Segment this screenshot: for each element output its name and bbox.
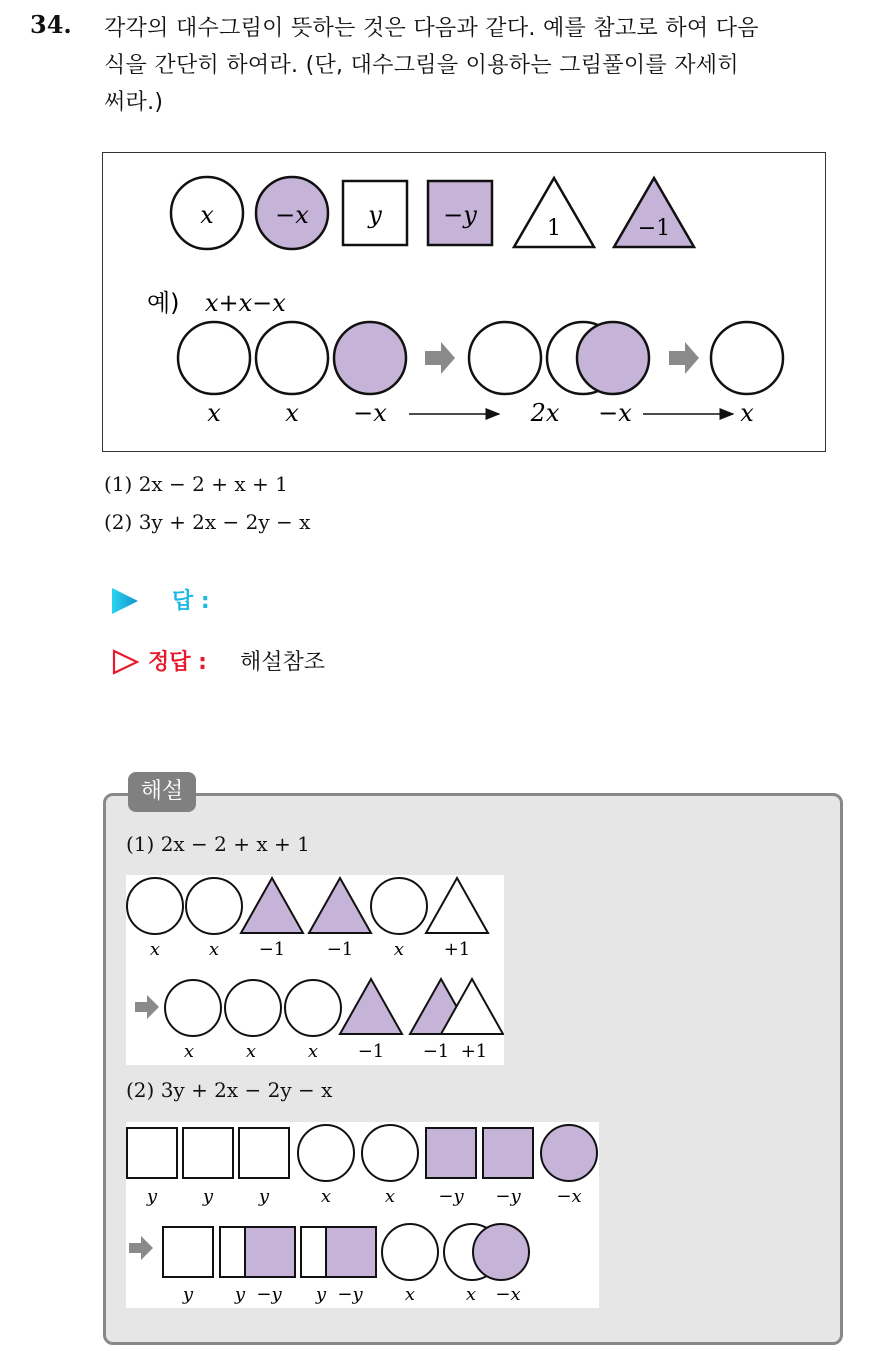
s1-row1-label: x (208, 939, 220, 960)
legend-label: 1 (547, 216, 561, 241)
s2-row2-label: −y (337, 1284, 363, 1305)
s1-row2-label: −1 (422, 1041, 450, 1062)
gray-arrow-icon (669, 342, 699, 374)
legend-label: y (368, 201, 382, 229)
s2-row1-label: −x (556, 1186, 582, 1207)
example-label: −x (598, 399, 632, 427)
gray-arrow-icon (425, 342, 455, 374)
s2-row2-label: x (404, 1284, 416, 1305)
legend-label: x (200, 201, 214, 229)
example-neg-x-tile (334, 322, 406, 394)
s2-row2-label: −x (495, 1284, 521, 1305)
s1-row2-label: −1 (357, 1041, 385, 1062)
s2-row1-label: x (384, 1186, 396, 1207)
solution-1-figure (126, 875, 504, 1065)
example-label: −x (353, 399, 387, 427)
s2-row1-label: y (202, 1186, 214, 1207)
question-text (104, 10, 864, 121)
s2-row1-label: y (146, 1186, 158, 1207)
s2-row1-label: y (258, 1186, 270, 1207)
example-x-tile (178, 322, 250, 394)
legend-label: −y (443, 201, 477, 229)
question-line-2: 식을 간단히 하여라. (단, 대수그림을 이용하는 그림풀이를 자세히 (104, 53, 739, 78)
example-x-tile (711, 322, 783, 394)
correct-answer-label: 정답 : (148, 650, 207, 675)
example-prefix: 예) (147, 289, 180, 317)
legend-one-tile (514, 178, 594, 247)
s1-row1-label: x (149, 939, 161, 960)
problem-2: (2) 3y + 2x − 2y − x (104, 510, 311, 534)
question-line-1: 각각의 대수그림이 뜻하는 것은 다음과 같다. 예를 참고로 하여 다음 (104, 16, 759, 41)
solution-tag: 해설 (128, 772, 196, 812)
s1-row1-label: −1 (326, 939, 354, 960)
legend-label: −x (275, 201, 309, 229)
legend-neg-y-tile (428, 181, 492, 245)
legend-neg-x-tile (256, 177, 328, 249)
s2-row2-label: x (465, 1284, 477, 1305)
example-label: x (285, 399, 299, 427)
question-line-3: 써라.) (104, 90, 164, 115)
example-x-tile (469, 322, 541, 394)
legend-x-tile (171, 177, 243, 249)
answer-label: 답 : (172, 589, 210, 614)
s1-row2-label: +1 (460, 1041, 488, 1062)
question-number: 34. (30, 10, 72, 39)
algebra-figure (103, 153, 825, 451)
correct-outline-play-icon (112, 649, 140, 675)
answer-play-icon (112, 588, 140, 614)
s2-row2-label: y (234, 1284, 246, 1305)
legend-y-tile (343, 181, 407, 245)
s2-row2-label: y (315, 1284, 327, 1305)
problem-1: (1) 2x − 2 + x + 1 (104, 472, 288, 496)
example-label: x (207, 399, 221, 427)
example-x-tile (256, 322, 328, 394)
s1-row1-label: x (393, 939, 405, 960)
solution-1-title: (1) 2x − 2 + x + 1 (126, 832, 310, 856)
example-expression: x+x−x (205, 289, 286, 317)
correct-answer-value: 해설참조 (240, 650, 326, 675)
s1-row2-label: x (245, 1041, 257, 1062)
s1-row1-label: +1 (443, 939, 471, 960)
s1-row2-label: x (183, 1041, 195, 1062)
solution-2-figure (126, 1122, 599, 1308)
s2-row1-label: −y (438, 1186, 464, 1207)
s1-row2-label: x (307, 1041, 319, 1062)
legend-label: −1 (637, 216, 671, 241)
algebra-figure-box (102, 152, 826, 452)
legend-neg-one-tile (614, 178, 694, 247)
s2-row1-label: x (320, 1186, 332, 1207)
solution-2-title: (2) 3y + 2x − 2y − x (126, 1078, 333, 1102)
s2-row2-label: y (182, 1284, 194, 1305)
s2-row1-label: −y (495, 1186, 521, 1207)
s2-row2-label: −y (256, 1284, 282, 1305)
example-neg-x-tile (577, 322, 649, 394)
example-label: x (740, 399, 754, 427)
example-label: 2x (530, 399, 560, 427)
s1-row1-label: −1 (258, 939, 286, 960)
